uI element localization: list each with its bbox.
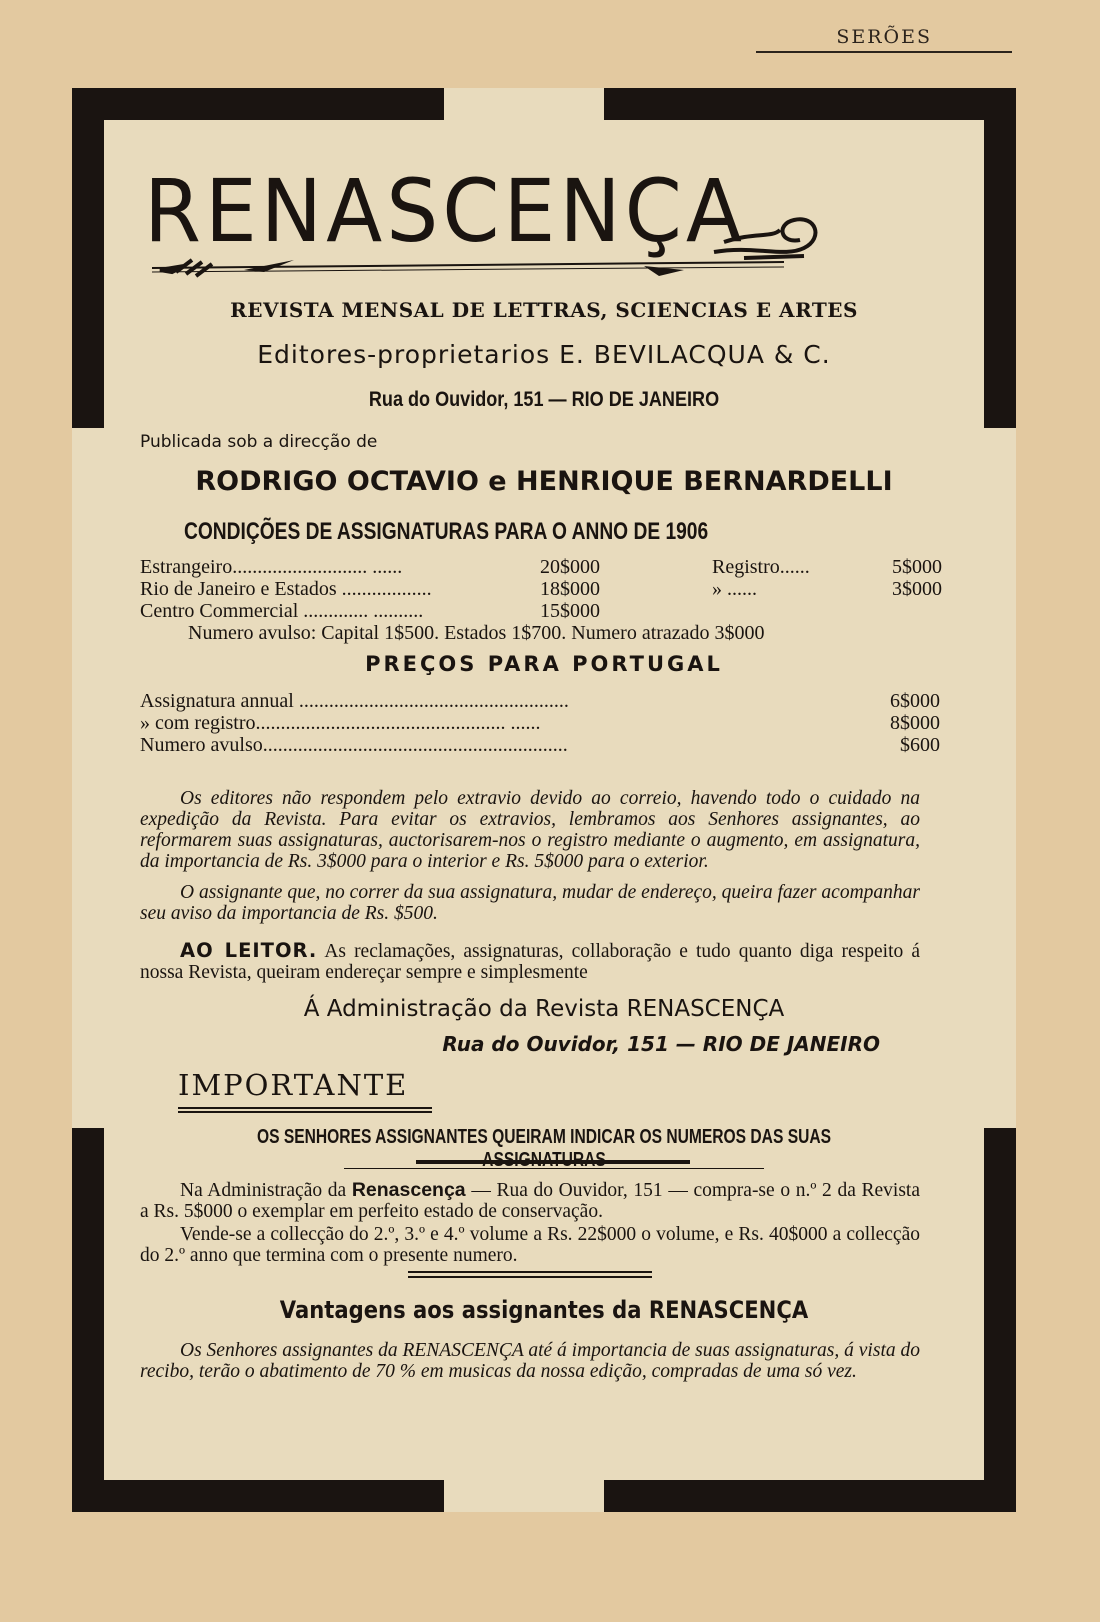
- frame-top-right-bar: [604, 88, 1016, 120]
- rate-label: Centro Commercial ............. ..........: [140, 600, 424, 622]
- advertisement-content: [104, 120, 984, 1480]
- back-issue-prefix: Na Administração da: [180, 1180, 347, 1201]
- rate-label: Rio de Janeiro e Estados ..................: [140, 578, 432, 600]
- administration-address: Rua do Ouvidor, 151 — RIO DE JANEIRO: [442, 1032, 880, 1056]
- rate-value: 15$000: [540, 600, 600, 622]
- frame-right-bottom-bar: [984, 1128, 1016, 1512]
- rate-value: 18$000: [540, 578, 600, 600]
- portugal-rate-value: 6$000: [890, 690, 940, 712]
- portugal-rate-label: Numero avulso.............................................................: [140, 734, 568, 756]
- vantagens-heading: Vantagens aos assignantes da RENASCENÇA: [279, 1296, 809, 1324]
- frame-bottom-left-bar: [72, 1480, 444, 1512]
- avulso-line: Numero avulso: Capital 1$500. Estados 1$700. Numero atrazado 3$000: [188, 622, 765, 644]
- address-line: Rua do Ouvidor, 151 — RIO DE JANEIRO: [368, 388, 720, 411]
- advertisement-frame: [72, 88, 1016, 1512]
- registro-label: » ......: [712, 578, 757, 600]
- administration-line: Á Administração da Revista RENASCENÇA: [303, 996, 785, 1022]
- masthead-flourish: [104, 120, 984, 300]
- header-rule: [756, 51, 1012, 53]
- collection-sale-paragraph: Vende-se a collecção do 2.º, 3.º e 4.º volume a Rs. 22$000 o volume, e Rs. 40$000 a collecção do 2.º anno que termina com o presente numero.: [140, 1224, 920, 1266]
- back-issue-text: — Rua do Ouvidor, 151 — compra-se o n.º 2 da Revista a Rs. 5$000 o exemplar em perfeito estado de conservação.: [140, 1180, 920, 1222]
- frame-right-top-bar: [984, 88, 1016, 428]
- publishers-line: Editores-proprietarios E. BEVILACQUA & C.: [257, 340, 831, 369]
- portugal-rate-label: Assignatura annual ......................................................: [140, 690, 569, 712]
- importante-rule: [178, 1107, 432, 1109]
- header-runner: SERÕES: [836, 26, 932, 48]
- frame-bottom-right-bar: [604, 1480, 1016, 1512]
- importante-rule: [178, 1111, 432, 1113]
- masthead-title: RENASCENÇA: [144, 162, 747, 262]
- importante-notice: OS SENHORES ASSIGNANTES QUEIRAM INDICAR OS NUMEROS DAS SUAS: [256, 1126, 832, 1148]
- ornamental-rule-thin: [344, 1168, 764, 1169]
- rate-value: 20$000: [540, 556, 600, 578]
- directors-names: RODRIGO OCTAVIO e HENRIQUE BERNARDELLI: [195, 466, 893, 497]
- portugal-rate-label: » com registro.................................................. ......: [140, 712, 541, 734]
- registro-label: Registro......: [712, 556, 810, 578]
- back-issue-name: Renascença: [351, 1179, 466, 1201]
- registro-value: 5$000: [892, 556, 942, 578]
- portugal-rate-value: 8$000: [890, 712, 940, 734]
- ao-leitor-paragraph: [140, 940, 920, 983]
- ornamental-rule: [416, 1160, 690, 1164]
- notice-extravio: Os editores não respondem pelo extravio devido ao correio, havendo todo o cuidado na expedição da Revista. Para evitar os extravios, lembramos aos Senhores assignantes, ao reformarem suas assignaturas, auctorisarem-nos o registro mediante o augmento, em assignatura, da importancia de Rs. 3$000 para o interior e Rs. 5$000 para o exterior.: [140, 788, 920, 872]
- published-by-label: Publicada sob a direcção de: [140, 432, 378, 452]
- magazine-subtitle: REVISTA MENSAL DE LETTRAS, SCIENCIAS E ARTES: [230, 298, 858, 322]
- notice-address-change: O assignante que, no correr da sua assignatura, mudar de endereço, queira fazer acompanhar seu aviso da importancia de Rs. $500.: [140, 882, 920, 924]
- registro-value: 3$000: [892, 578, 942, 600]
- portugal-rate-value: $600: [900, 734, 940, 756]
- back-issue-paragraph: [140, 1180, 920, 1222]
- ornamental-rule: [408, 1271, 652, 1273]
- vantagens-text: Os Senhores assignantes da RENASCENÇA até á importancia de suas assignaturas, á vista do recibo, terão o abatimento de 70 % em musicas da nossa edição, compradas de uma só vez.: [140, 1340, 920, 1382]
- ao-leitor-text: As reclamações, assignaturas, collaboração e tudo quanto diga respeito á nossa Revista, queiram endereçar sempre e simplesmente: [140, 941, 920, 983]
- ao-leitor-label: AO LEITOR.: [180, 939, 318, 962]
- conditions-heading: CONDIÇÕES DE ASSIGNATURAS PARA O ANNO DE 1906: [184, 518, 709, 545]
- rate-label: Estrangeiro........................... ......: [140, 556, 403, 578]
- frame-left-top-bar: [72, 88, 104, 428]
- portugal-heading: PREÇOS PARA PORTUGAL: [365, 652, 723, 676]
- frame-left-bottom-bar: [72, 1128, 104, 1512]
- frame-top-left-bar: [72, 88, 444, 120]
- importante-heading: IMPORTANTE: [178, 1068, 409, 1102]
- ornamental-rule: [408, 1276, 652, 1278]
